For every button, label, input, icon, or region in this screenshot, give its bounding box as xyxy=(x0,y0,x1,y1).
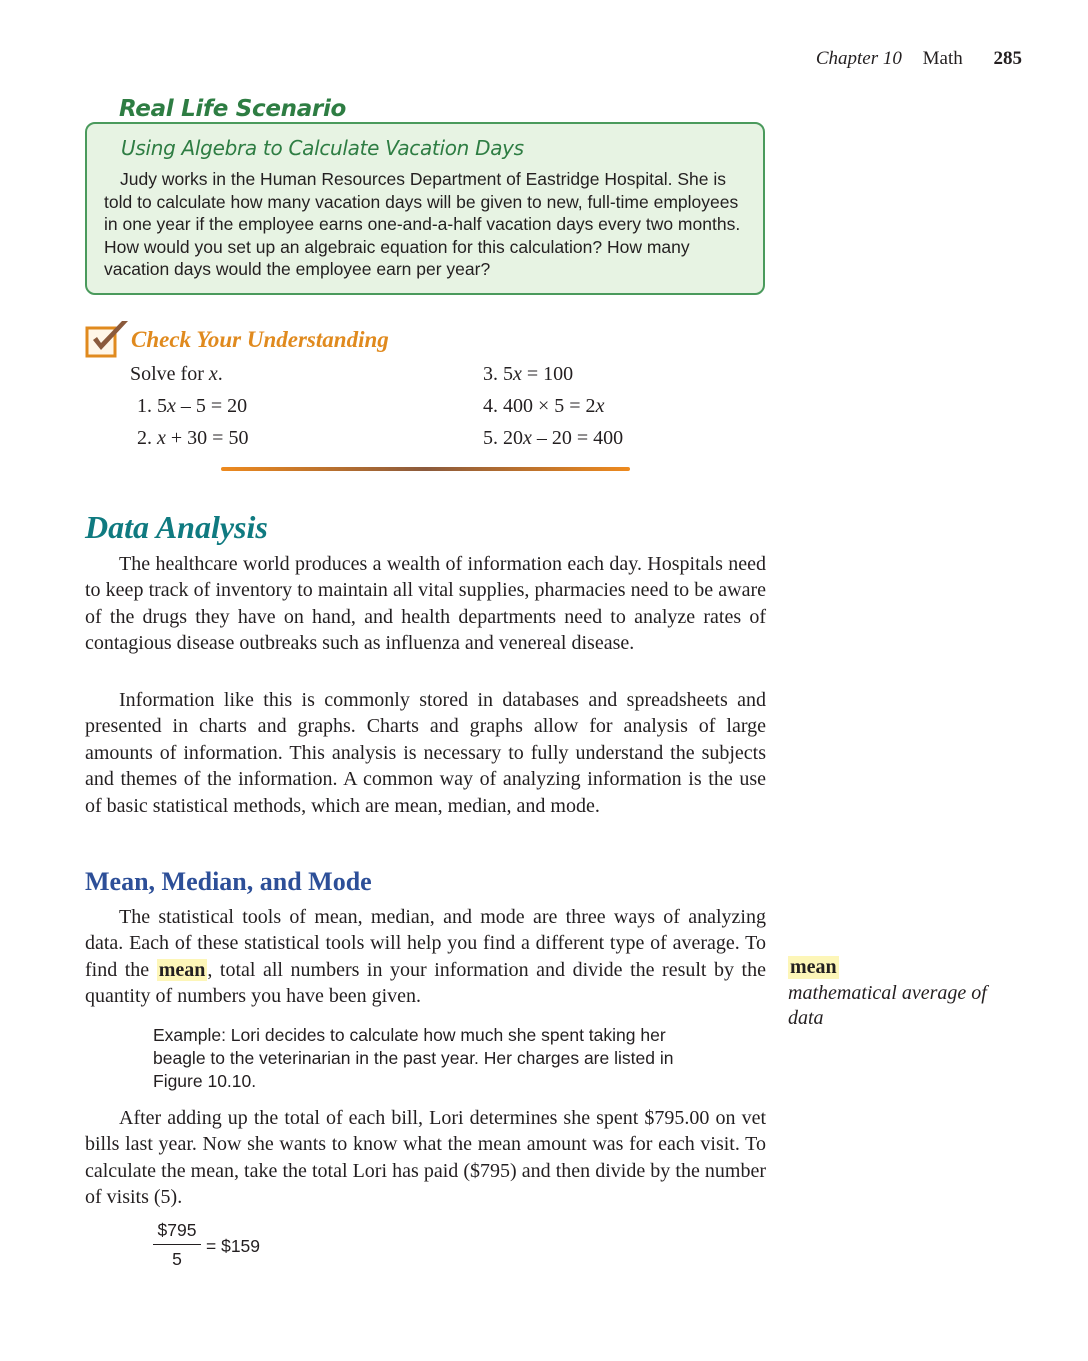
cyu-heading: Check Your Understanding xyxy=(131,327,389,352)
scenario-heading: Real Life Scenario xyxy=(119,96,347,122)
glossary-term: mean xyxy=(790,956,837,978)
example-text: Example: Lori decides to calculate how much she spent taking her beagle to the veterinarian in the past year. Her charges are listed in Figure 10.10. xyxy=(153,1025,674,1091)
fraction-denominator: 5 xyxy=(172,1249,182,1269)
cyu-prompt-var: x xyxy=(208,363,218,385)
data-analysis-paragraph-2: Information like this is commonly stored in databases and spreadsheets and presented in charts and graphs. Charts and graphs allow for analysis of large amounts of information. This analysis is necessary to fully understand the subjects and themes of the information. A common way of analyzing information is the use of basic statistical methods, which are mean, median, and mode. xyxy=(85,689,766,817)
cyu-item-5: 5. 20x – 20 = 400 xyxy=(483,427,624,449)
section-title-data-analysis: Data Analysis xyxy=(85,509,268,545)
cyu-prompt-text: Solve for xyxy=(130,363,204,385)
data-analysis-paragraph-1: The healthcare world produces a wealth of information each day. Hospitals need to keep track of inventory to maintain all vital supplies, pharmacies need to be aware of the drugs they have on hand, and health departments need to analyze rates of contagious disease outbreaks such as influenza and venereal disease. xyxy=(85,553,766,655)
scenario-body: Judy works in the Human Resources Department of Eastridge Hospital. She is told to calculate how many vacation days will be given to new, full-time employees in one year if the employee earns one-and-a-half vacation days every two months. How would you set up an algebraic equation for this calculation? How many vacation days would the employee earn per year? xyxy=(104,169,741,279)
fraction-numerator: $795 xyxy=(153,1220,201,1245)
cyu-item-1: 1. 5x – 5 = 20 xyxy=(137,395,248,417)
highlighted-term-mean: mean xyxy=(158,958,206,981)
mmm-paragraph-1: The statistical tools of mean, median, and mode are three ways of analyzing data. Each of these statistical tools will help you find a different type of average. To find the mean , total all numbers in your information and divide the result by the quantity of numbers you have been given. xyxy=(85,906,766,1008)
glossary-definition: mathematical average of data xyxy=(788,982,987,1029)
fraction-result: = $159 xyxy=(206,1236,261,1256)
running-header xyxy=(816,48,1022,70)
cyu-prompt: Solve for x. xyxy=(130,363,223,385)
chapter-label: Chapter 10 xyxy=(815,48,902,69)
subject-label: Math xyxy=(922,48,963,69)
cyu-item-2: 2. x + 30 = 50 xyxy=(137,427,249,449)
scenario-title: Using Algebra to Calculate Vacation Days xyxy=(121,136,524,160)
cyu-item-4: 4. 400 × 5 = 2x xyxy=(483,395,605,417)
cyu-item-3: 3. 5x = 100 xyxy=(483,363,574,385)
checkbox-icon xyxy=(84,318,132,360)
mean-fraction xyxy=(153,1220,201,1270)
mmm-paragraph-2: After adding up the total of each bill, Lori determines she spent $795.00 on vet bills last year. Now she wants to know what the mean amount was for each visit. To calculate the mean, take the total Lori has paid ($795) and then divide by the number of visits (5). xyxy=(85,1107,766,1209)
subsection-title-mean-median-mode: Mean, Median, and Mode xyxy=(85,867,372,896)
page-number: 285 xyxy=(993,48,1022,69)
section-divider xyxy=(221,467,630,471)
